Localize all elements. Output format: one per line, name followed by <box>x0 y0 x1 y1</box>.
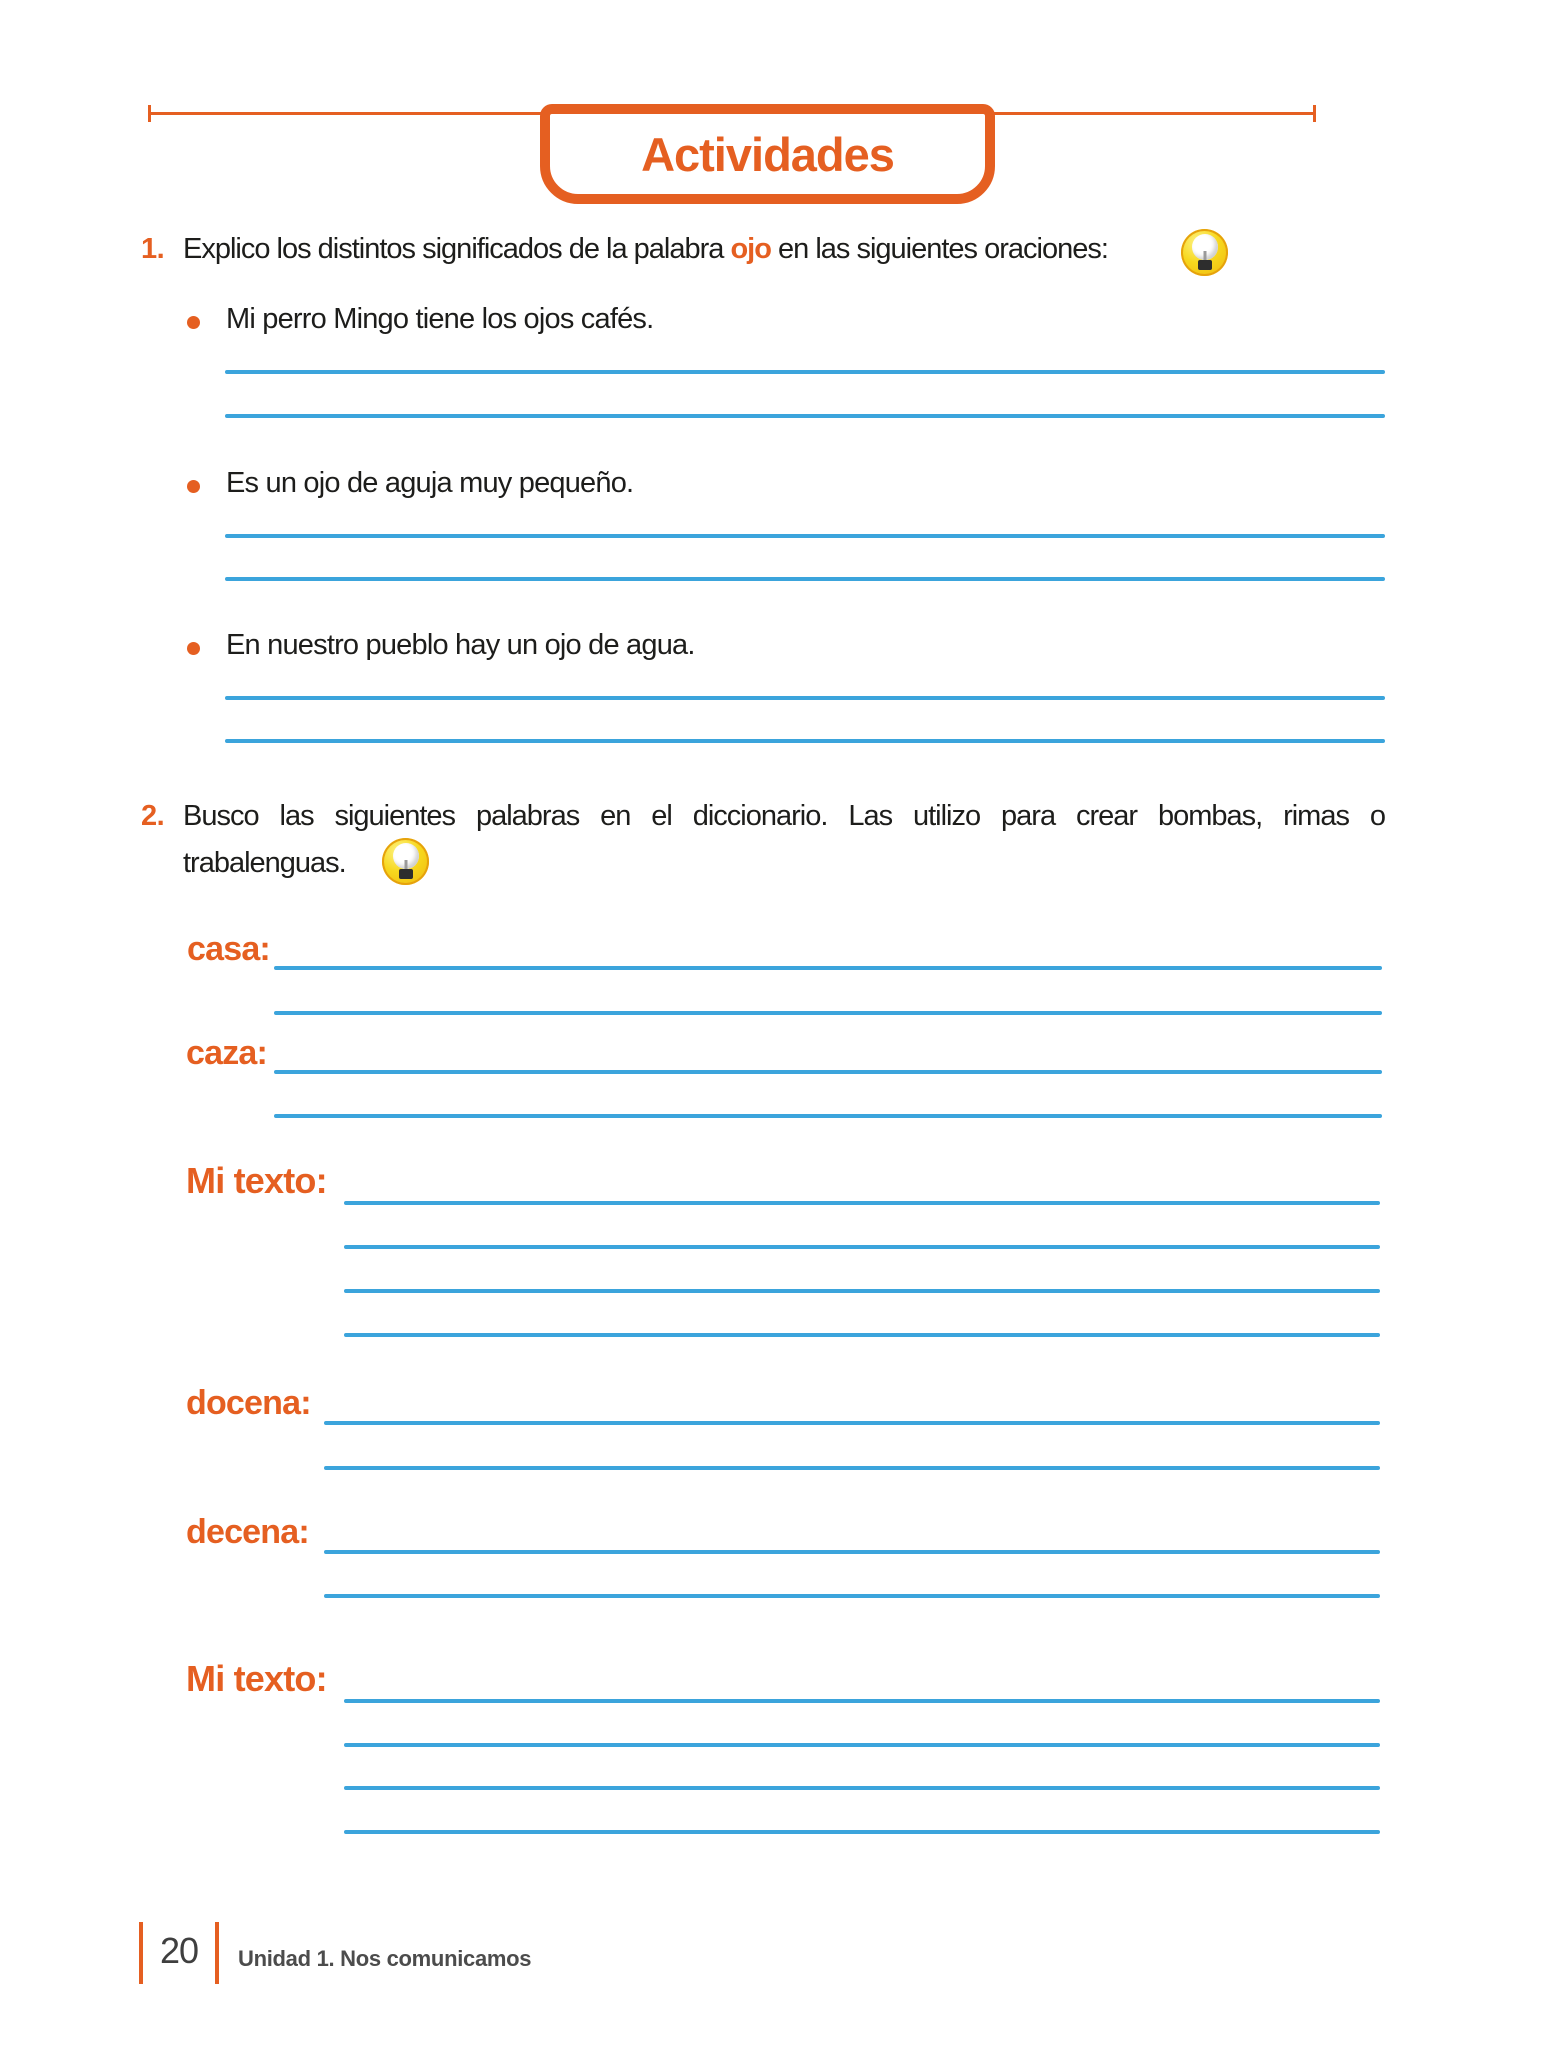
writing-line[interactable] <box>274 1011 1382 1015</box>
writing-line[interactable] <box>274 1114 1382 1118</box>
writing-line[interactable] <box>344 1699 1380 1703</box>
bulb-base <box>399 869 413 879</box>
bullet-sentence-1: Mi perro Mingo tiene los ojos cafés. <box>226 303 654 335</box>
writing-line[interactable] <box>324 1421 1380 1425</box>
bullet-sentence-2: Es un ojo de aguja muy pequeño. <box>226 467 634 499</box>
entry-label-decena: decena: <box>186 1513 309 1551</box>
writing-line[interactable] <box>344 1743 1380 1747</box>
bulb-base <box>1198 260 1212 270</box>
page-title: Actividades <box>641 127 894 181</box>
writing-line[interactable] <box>344 1245 1380 1249</box>
bulb-filament <box>404 860 407 869</box>
activity1-number: 1. <box>141 233 165 265</box>
activity1-highlight-word: ojo <box>730 233 771 265</box>
writing-line[interactable] <box>344 1786 1380 1790</box>
writing-line[interactable] <box>274 1070 1382 1074</box>
writing-line[interactable] <box>225 414 1385 418</box>
bullet-sentence-3: En nuestro pueblo hay un ojo de agua. <box>226 629 695 661</box>
lightbulb-icon <box>382 838 429 885</box>
entry-label-mi-texto-2: Mi texto: <box>186 1658 327 1699</box>
writing-line[interactable] <box>324 1466 1380 1470</box>
header-rule-tick-right <box>1313 105 1316 122</box>
activity1-prompt-after: en las siguientes oraciones: <box>770 233 1108 265</box>
activity2-number: 2. <box>141 800 165 832</box>
lightbulb-icon <box>1181 229 1228 276</box>
entry-label-docena: docena: <box>186 1384 311 1422</box>
writing-line[interactable] <box>225 577 1385 581</box>
writing-line[interactable] <box>225 534 1385 538</box>
writing-line[interactable] <box>225 739 1385 743</box>
entry-label-casa: casa: <box>187 930 270 968</box>
writing-line[interactable] <box>324 1550 1380 1554</box>
header-rule-tick-left <box>148 105 151 122</box>
unit-label: Unidad 1. Nos comunicamos <box>238 1946 532 1971</box>
bullet-icon <box>187 642 200 655</box>
page-number: 20 <box>159 1930 199 1971</box>
activity2-prompt-line1: Busco las siguientes palabras en el diccionario. Las utilizo para crear bombas, rimas o <box>183 800 1385 832</box>
activity1-prompt <box>183 231 1183 267</box>
activity1-prompt-before: Explico los distintos significados de la palabra <box>183 233 731 265</box>
entry-label-caza: caza: <box>186 1034 268 1072</box>
activity2-prompt-line2: trabalenguas. <box>183 847 346 879</box>
bullet-icon <box>187 316 200 329</box>
writing-line[interactable] <box>225 696 1385 700</box>
activities-title-box <box>540 104 995 204</box>
writing-line[interactable] <box>225 370 1385 374</box>
writing-line[interactable] <box>344 1830 1380 1834</box>
writing-line[interactable] <box>274 966 1382 970</box>
bulb-filament <box>1203 251 1206 260</box>
writing-line[interactable] <box>344 1333 1380 1337</box>
writing-line[interactable] <box>324 1594 1380 1598</box>
bullet-icon <box>187 480 200 493</box>
writing-line[interactable] <box>344 1289 1380 1293</box>
entry-label-mi-texto-1: Mi texto: <box>186 1160 327 1201</box>
writing-line[interactable] <box>344 1201 1380 1205</box>
